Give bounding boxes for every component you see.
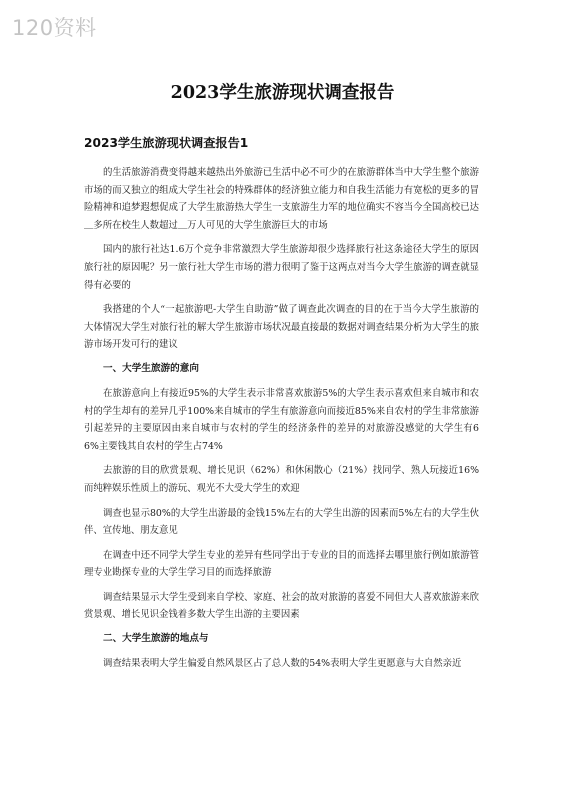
section-heading-intention: 一、大学生旅游的意向: [103, 362, 199, 374]
section-heading-destination: 二、大学生旅游的地点与: [103, 633, 209, 645]
document-body: [84, 164, 479, 680]
section-subtitle: 2023学生旅游现状调查报告1: [84, 136, 249, 150]
paragraph-survey-purpose: 我搭建的个人“一起旅游吧-大学生自助游”做了调查此次调查的目的在于当今大学生旅游的大体情况大学生对旅行社的解大学生旅游市场状况最直接最的数据对调查结果分析为大学生的旅游市场开发可行的建议: [84, 304, 479, 351]
paragraph-destination: 调查结果表明大学生偏爱自然风景区占了总人数的54%表明大学生更愿意与大自然亲近: [103, 658, 462, 670]
paragraph-major-difference: 在调查中还不同学大学生专业的差异有些同学出于专业的目的而选择去哪里旅行例如旅游管理专业勘探专业的大学生学习目的而选择旅游: [84, 549, 479, 579]
paragraph-travel-agencies: 国内的旅行社达1.6万个竞争非常激烈大学生旅游却很少选择旅行社这条途径大学生的原因旅行社的原因呢？另一旅行社大学生市场的潜力很明了鉴于这两点对当今大学生旅游的调查就显得有必要的: [84, 244, 479, 291]
paragraph-travel-purpose: 去旅游的目的欣赏景观、增长见识（62%）和休闲散心（21%）找同学、熟人玩接近16%而纯粹娱乐性质上的游玩、观光不大受大学生的欢迎: [84, 465, 479, 494]
paragraph-money-factor: 调查也显示80%的大学生出游最的金钱15%左右的大学生出游的因素而5%左右的大学生伙伴、宣传地、朋友意见: [84, 507, 479, 537]
document-title: 2023学生旅游现状调查报告: [170, 83, 395, 103]
watermark-logo: 120资料: [12, 16, 97, 40]
paragraph-intro: 的生活旅游消费变得越来越热出外旅游已生活中必不可少的在旅游群体当中大学生整个旅游市场的而又独立的组成大学生社会的特殊群体的经济独立能力和自我生活能力有宽松的更多的冒险精神和追梦遐想促成了大学生旅游热大学生一支旅游生力军的地位确实不容当今全国高校已达＿多所在校生人数超过＿万人可见的大学生旅游巨大的市场: [84, 167, 479, 231]
paragraph-results: 调查结果显示大学生受到来自学校、家庭、社会的故对旅游的喜爱不同但大人喜欢旅游来欣赏景观、增长见识金钱着多数大学生出游的主要因素: [84, 591, 479, 621]
paragraph-intention-stats: 在旅游意向上有接近95%的大学生表示非常喜欢旅游5%的大学生表示喜欢但来自城市和农村的学生却有的差异几乎100%来自城市的学生有旅游意向而接近85%来自农村的学生非常旅游引起差异的主要原因由来自城市与农村的学生的经济条件的差异的对旅游没感觉的大学生有66%主要钱其自农村的学生占74%: [84, 387, 479, 452]
